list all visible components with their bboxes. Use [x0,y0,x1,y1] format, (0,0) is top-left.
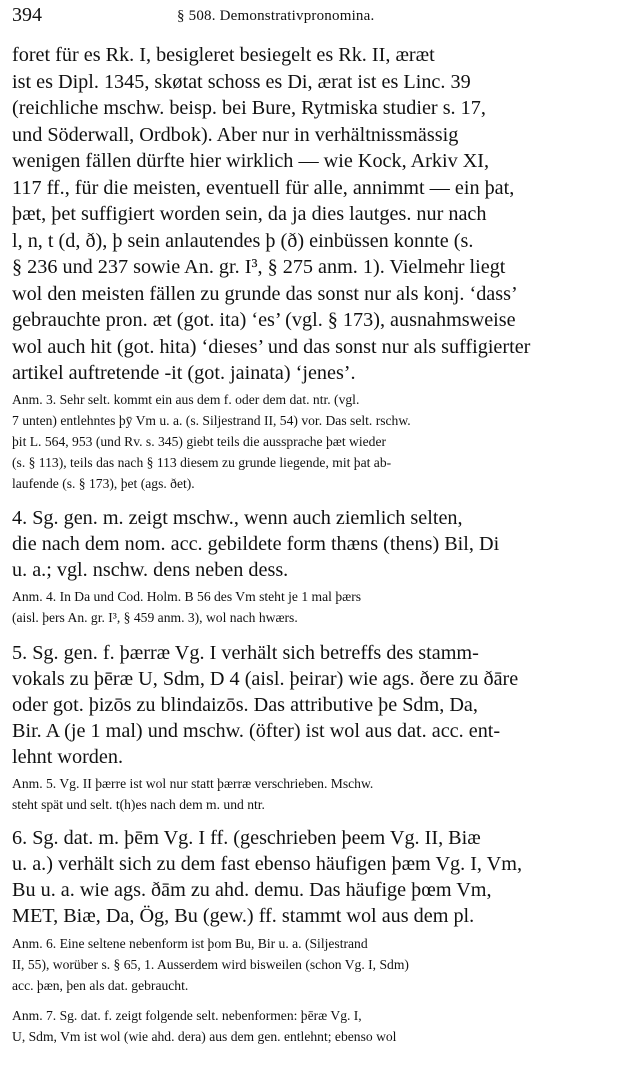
body-line: l, n, t (d, ð), þ sein anlautendes þ (ð) einbüssen konnte (s. [12,230,474,252]
note-line: Anm. 3. Sehr selt. kommt ein aus dem f. oder dem dat. ntr. (vgl. [12,392,360,407]
note-line: (aisl. þers An. gr. I³, § 459 anm. 3), wol nach hwærs. [12,610,298,625]
note-line: Anm. 7. Sg. dat. f. zeigt folgende selt. nebenformen: þēræ Vg. I, [12,1008,362,1023]
body-line: foret für es Rk. I, besigleret besiegelt es Rk. II, æræt [12,44,435,66]
body-line: 117 ff., für die meisten, eventuell für alle, annimmt — ein þat, [12,177,515,199]
body-line: wenigen fällen dürfte hier wirklich — wie Kock, Arkiv XI, [12,150,490,172]
body-line: und Söderwall, Ordbok). Aber nur in verhältnissmässig [12,124,459,146]
section-5-line: Bir. A (je 1 mal) und mschw. (öfter) ist wol aus dat. acc. ent- [12,720,501,742]
note-line: 7 unten) entlehntes þȳ Vm u. a. (s. Siljestrand II, 54) vor. Das selt. rschw. [12,413,411,428]
note-line: steht spät und selt. t(h)es nach dem m. und ntr. [12,797,265,812]
page-number: 394 [12,4,42,26]
body-line: gebrauchte pron. æt (got. ita) ‘es’ (vgl. § 173), ausnahmsweise [12,309,516,331]
section-5-line: vokals zu þēræ U, Sdm, D 4 (aisl. þeirar) wie ags. ðere zu ðāre [12,668,519,690]
note-line: Anm. 4. In Da und Cod. Holm. B 56 des Vm steht je 1 mal þærs [12,589,362,604]
note-line: Anm. 5. Vg. II þærre ist wol nur statt þærræ verschrieben. Mschw. [12,776,374,791]
note-line: Anm. 6. Eine seltene nebenform ist þom Bu, Bir u. a. (Siljestrand [12,936,368,951]
section-4-line: 4. Sg. gen. m. zeigt mschw., wenn auch ziemlich selten, [12,507,463,529]
body-line: artikel auftretende -it (got. jainata) ‘jenes’. [12,362,356,384]
section-4-line: die nach dem nom. acc. gebildete form thæns (thens) Bil, Di [12,533,500,555]
note-line: II, 55), worüber s. § 65, 1. Ausserdem wird bisweilen (schon Vg. I, Sdm) [12,957,409,972]
section-6-line: 6. Sg. dat. m. þēm Vg. I ff. (geschrieben þeem Vg. II, Biæ [12,827,481,849]
body-line: wol auch hit (got. hita) ‘dieses’ und das sonst nur als suffigierter [12,336,531,358]
body-line: (reichliche mschw. beisp. bei Bure, Rytmiska studier s. 17, [12,97,486,119]
section-5-line: 5. Sg. gen. f. þærræ Vg. I verhält sich betreffs des stamm- [12,642,479,664]
note-line: acc. þæn, þen als dat. gebraucht. [12,978,189,993]
note-line: (s. § 113), teils das nach § 113 diesem zu grunde liegende, mit þat ab- [12,455,392,470]
section-5-line: lehnt worden. [12,746,124,768]
note-line: laufende (s. § 173), þet (ags. ðet). [12,476,195,491]
running-title: § 508. Demonstrativpronomina. [177,8,375,24]
body-line: wol den meisten fällen zu grunde das sonst nur als konj. ‘dass’ [12,283,518,305]
note-line: þit L. 564, 953 (und Rv. s. 345) giebt teils die aussprache þæt wieder [12,434,387,449]
section-6-line: MET, Biæ, Da, Ög, Bu (gew.) ff. stammt wol aus dem pl. [12,905,475,927]
section-6-line: u. a.) verhält sich zu dem fast ebenso häufigen þæm Vg. I, Vm, [12,853,522,875]
section-4-line: u. a.; vgl. nschw. dens neben dess. [12,559,289,581]
note-line: U, Sdm, Vm ist wol (wie ahd. dera) aus dem gen. entlehnt; ebenso wol [12,1029,397,1044]
section-6-line: Bu u. a. wie ags. ðām zu ahd. demu. Das häufige þœm Vm, [12,879,492,901]
body-line: § 236 und 237 sowie An. gr. I³, § 275 anm. 1). Vielmehr liegt [12,256,506,278]
section-5-line: oder got. þizōs zu blindaizōs. Das attributive þe Sdm, Da, [12,694,478,716]
body-line: ist es Dipl. 1345, skøtat schoss es Di, ærat ist es Linc. 39 [12,71,471,93]
page-header [12,4,607,30]
body-line: þæt, þet suffigiert worden sein, da ja dies lautges. nur nach [12,203,487,225]
